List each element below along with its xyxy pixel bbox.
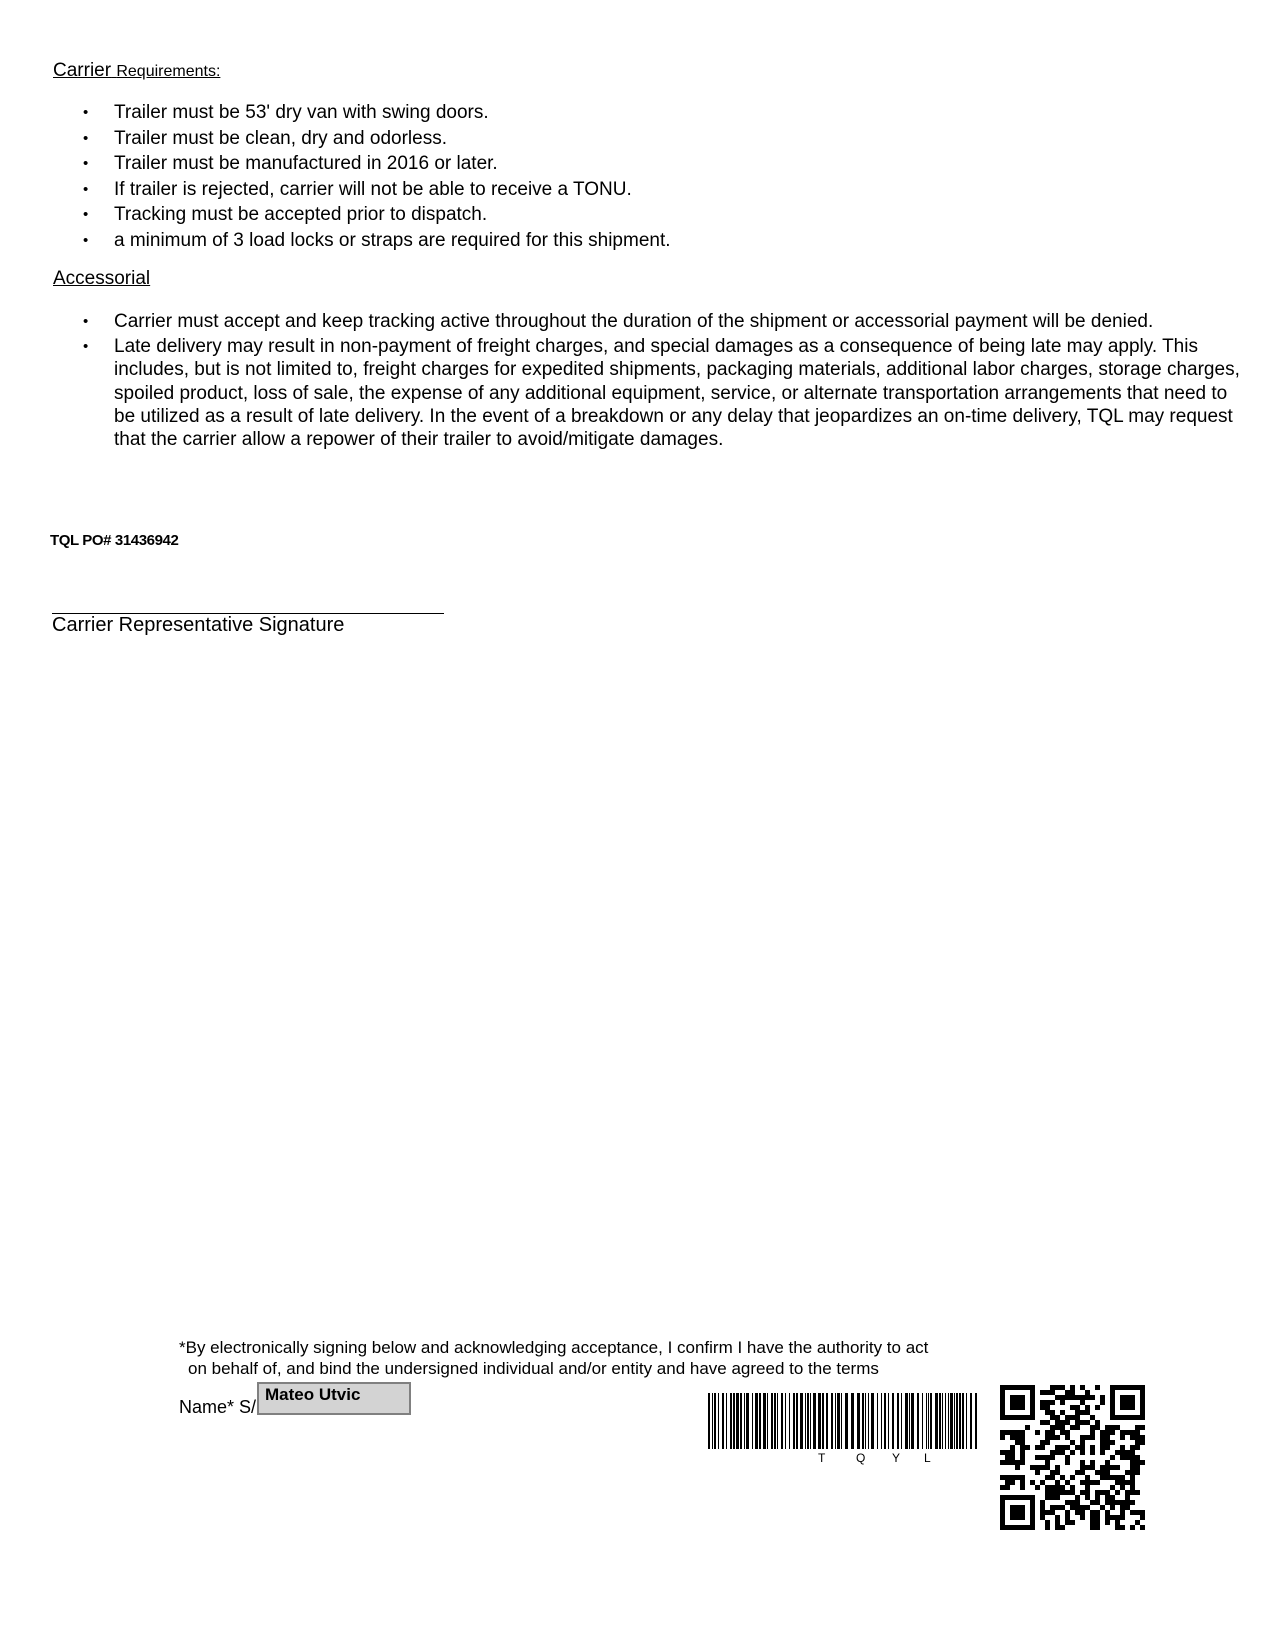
name-signature-field[interactable]: Mateo Utvic bbox=[257, 1382, 411, 1415]
po-number: TQL PO# 31436942 bbox=[50, 532, 179, 549]
consent-line-1: *By electronically signing below and acknowledging acceptance, I confirm I have the authority to act bbox=[179, 1338, 929, 1357]
list-item: • Trailer must be clean, dry and odorless. bbox=[53, 126, 1203, 152]
carrier-requirements-heading bbox=[53, 60, 220, 82]
list-item: • a minimum of 3 load locks or straps are required for this shipment. bbox=[53, 228, 1203, 254]
list-item: • If trailer is rejected, carrier will not be able to receive a TONU. bbox=[53, 177, 1203, 203]
name-label: Name* S/ bbox=[179, 1397, 257, 1417]
qr-code-image bbox=[1000, 1385, 1145, 1530]
consent-line-2: on behalf of, and bind the undersigned individual and/or entity and have agreed to the terms bbox=[188, 1359, 879, 1378]
list-item: • Carrier must accept and keep tracking active throughout the duration of the shipment or accessorial payment will be denied. bbox=[53, 309, 1244, 334]
barcode-letter: Q bbox=[856, 1451, 866, 1465]
list-item: • Trailer must be 53' dry van with swing doors. bbox=[53, 100, 1203, 126]
list-item: • Trailer must be manufactured in 2016 or later. bbox=[53, 151, 1203, 177]
accessorial-heading: Accessorial bbox=[53, 268, 151, 289]
accessorial-list bbox=[53, 309, 1244, 452]
barcode-image bbox=[706, 1393, 982, 1451]
list-item: • Late delivery may result in non-payment of freight charges, and special damages as a consequence of being late may apply. This includes, but is not limited to, freight charges for expedited shipments, packaging materials, additional labor charges, storage charges, spoiled product, loss of sale, the expense of any additional equipment, service, or alternate transportation arrangements that need to be utilized as a result of late delivery. In the event of a breakdown or any delay that jeopardizes an on-time delivery, TQL may request that the carrier allow a repower of their trailer to avoid/mitigate damages. bbox=[53, 335, 1244, 451]
barcode-letter: T bbox=[818, 1451, 826, 1465]
heading-main-text: Carrier bbox=[53, 60, 112, 81]
list-item: • Tracking must be accepted prior to dispatch. bbox=[53, 202, 1203, 228]
barcode-letter: Y bbox=[892, 1451, 901, 1465]
signature-label: Carrier Representative Signature bbox=[52, 614, 345, 636]
carrier-requirements-list bbox=[53, 100, 1203, 253]
barcode-letter: L bbox=[924, 1451, 931, 1465]
heading-sub-text: Requirements: bbox=[116, 63, 221, 80]
